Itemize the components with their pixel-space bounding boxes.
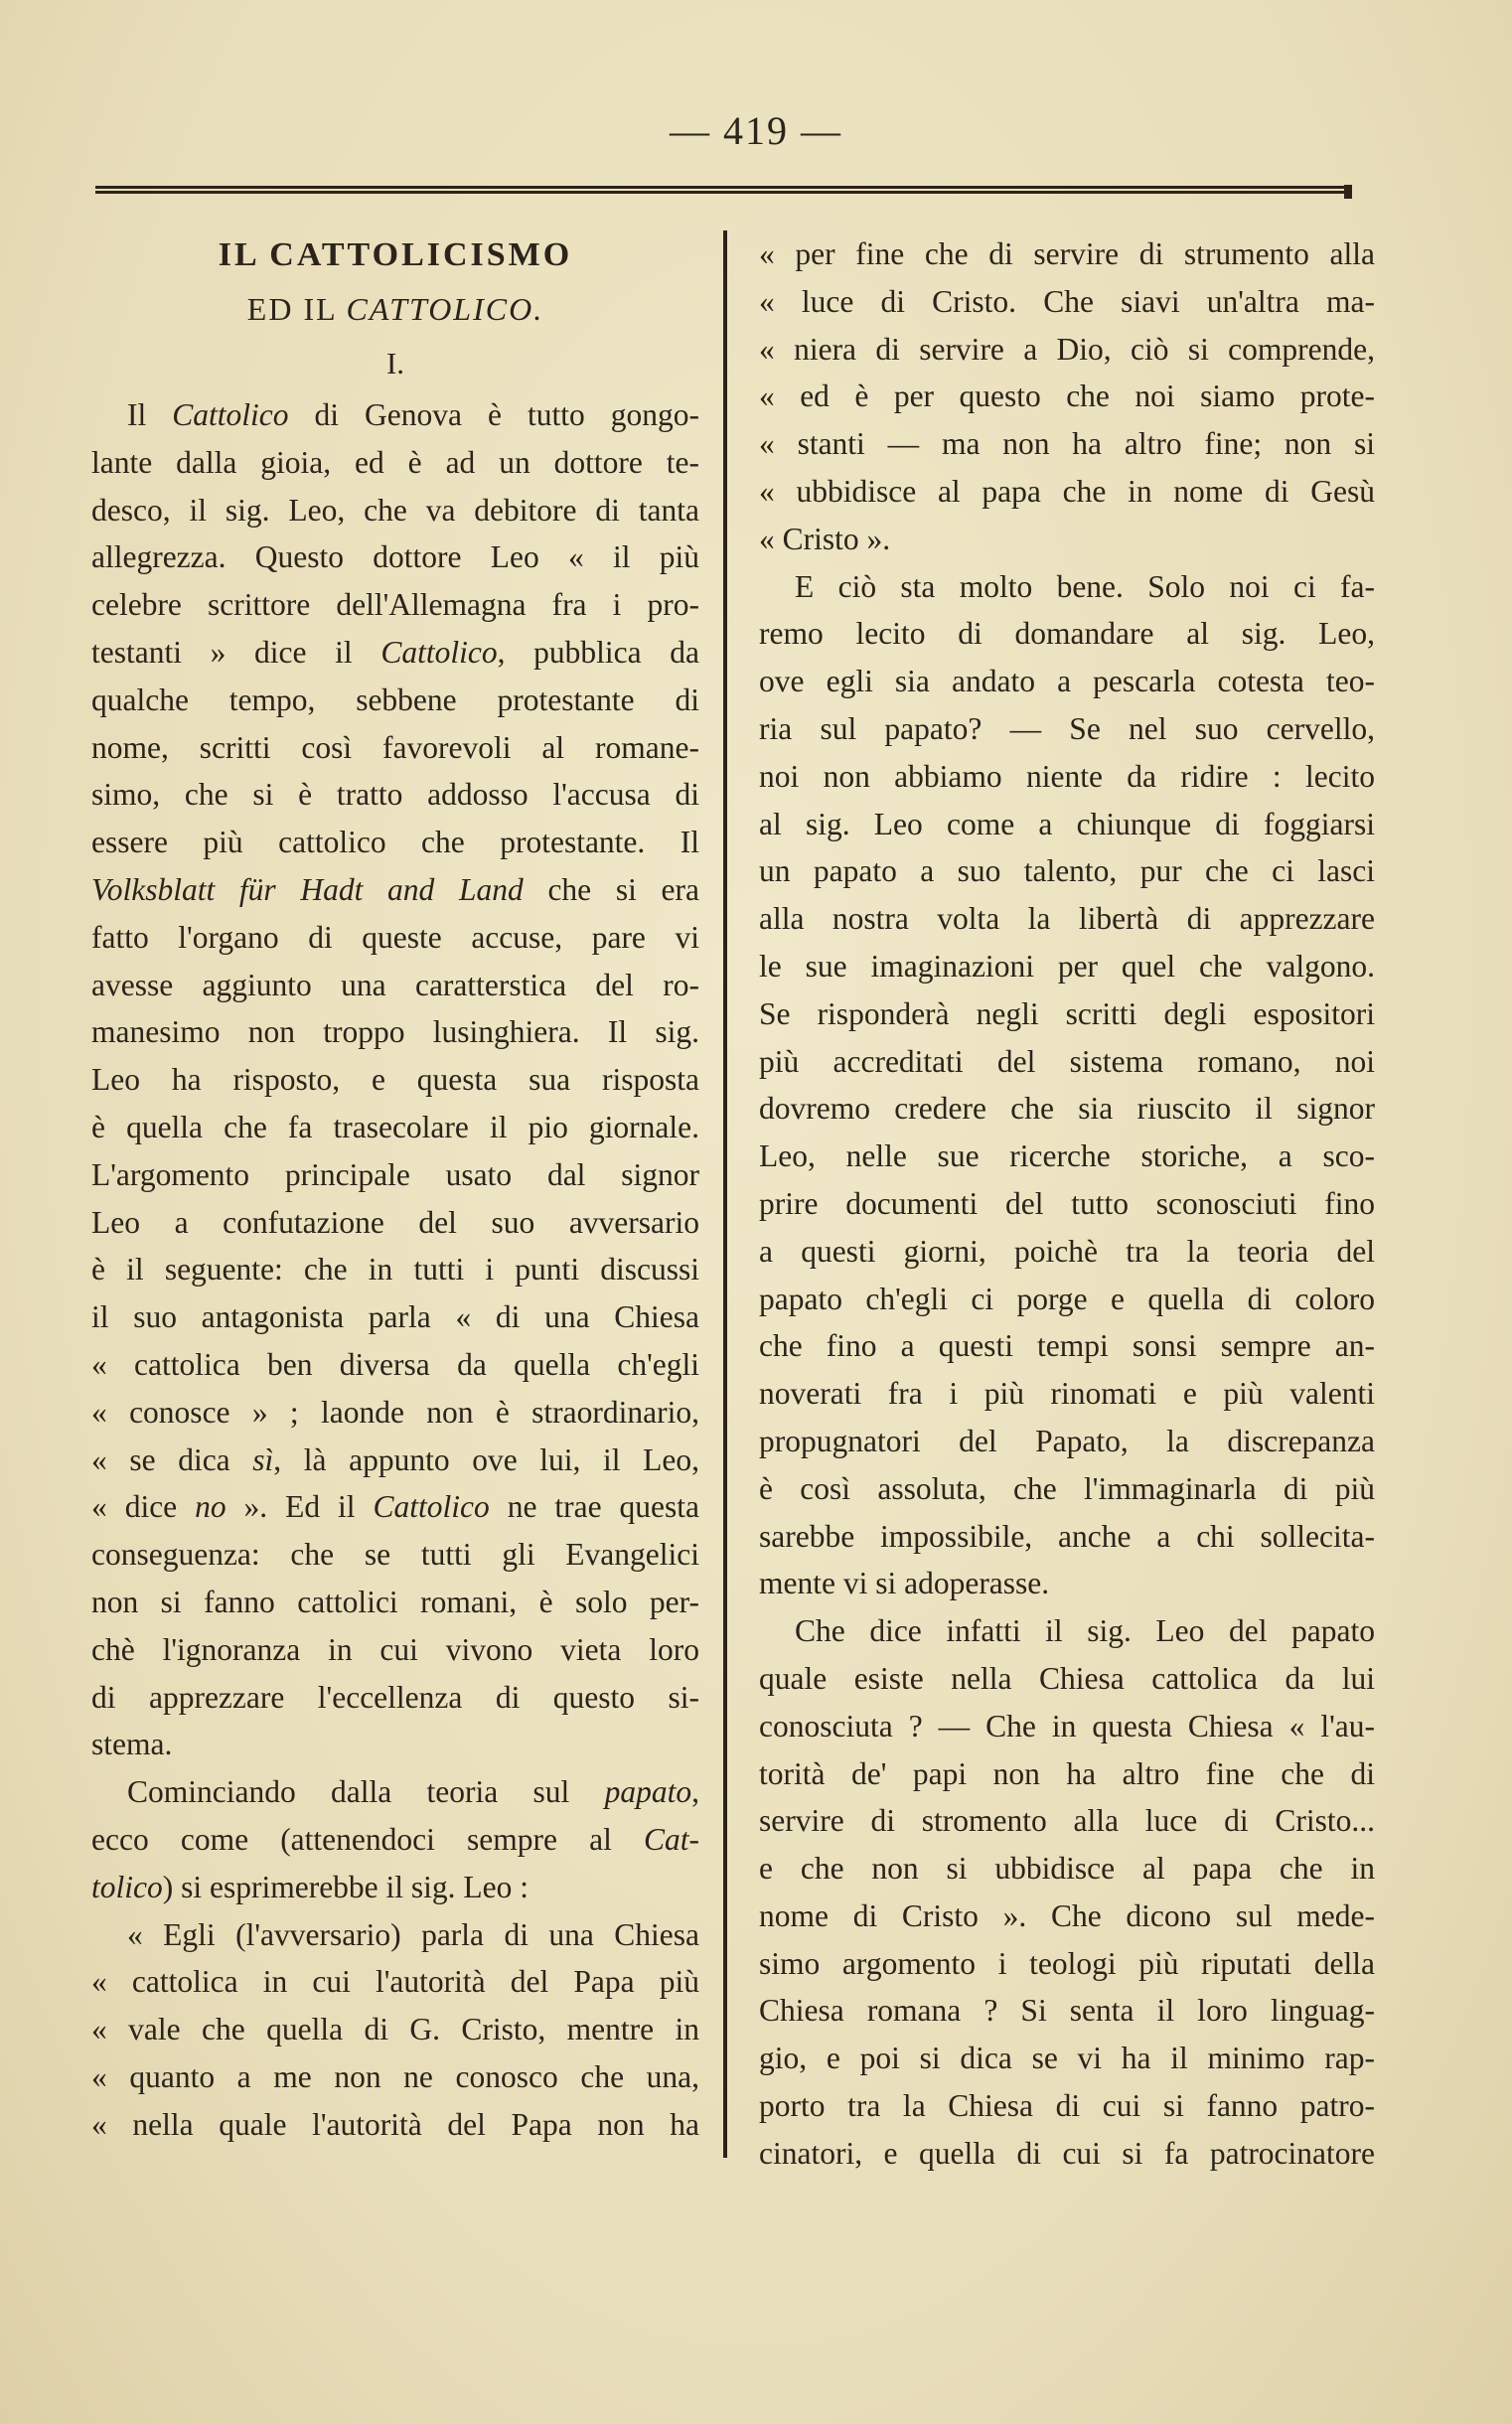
italic-text: sì: [252, 1441, 274, 1477]
italic-text: Cattolico: [373, 1489, 490, 1525]
text-line: [91, 724, 699, 772]
right-column: [759, 230, 1375, 2178]
text-run: « luce di Cristo. Che siavi un'altra ma-: [759, 283, 1375, 319]
text-line: [759, 1893, 1375, 1940]
text-line: [759, 1180, 1375, 1228]
text-run: Chiesa romana ? Si senta il loro linguag-: [759, 1993, 1375, 2029]
text-line: [759, 1513, 1375, 1561]
text-line: [759, 1750, 1375, 1798]
text-run: ecco come (attenendoci sempre al: [91, 1821, 644, 1857]
text-line: [759, 847, 1375, 895]
text-run: « se dica: [91, 1441, 253, 1477]
text-run: un papato a suo talento, pur che ci lasci: [759, 853, 1375, 889]
text-line: [91, 1674, 699, 1722]
text-run: che fino a questi tempi sonsi sempre an-: [759, 1328, 1375, 1364]
text-run: simo argomento i teologi più riputati della: [759, 1945, 1375, 1981]
text-line: [759, 1655, 1375, 1703]
text-run: lante dalla gioia, ed è ad un dottore te-: [91, 444, 699, 480]
italic-text: Cattolico: [172, 397, 289, 432]
text-run: è quella che fa trasecolare il pio giornale.: [91, 1109, 699, 1144]
text-line: [759, 563, 1375, 611]
text-line: [91, 581, 699, 629]
header-rule: [95, 186, 1349, 194]
text-line: [91, 1626, 699, 1674]
text-run: gio, e poi si dica se vi ha il minimo rap-: [759, 2041, 1375, 2076]
text-run: di apprezzare l'eccellenza di questo si-: [91, 1679, 699, 1715]
text-run: « nella quale l'autorità del Papa non ha: [91, 2106, 699, 2142]
text-line: [759, 1370, 1375, 1418]
text-run: conosciuta ? — Che in questa Chiesa « l'au-: [759, 1708, 1375, 1743]
text-line: [759, 1038, 1375, 1086]
text-line: [759, 1797, 1375, 1845]
text-line: [759, 2130, 1375, 2178]
italic-text: no: [195, 1489, 227, 1525]
text-run: è il seguente: che in tutti i punti discussi: [91, 1252, 699, 1288]
text-line: [759, 610, 1375, 658]
article-title: IL CATTOLICISMO: [218, 236, 573, 273]
text-line: [759, 230, 1375, 278]
text-run: Che dice infatti il sig. Leo del papato: [795, 1613, 1375, 1649]
italic-text: Volksblatt für Hadt and Land: [91, 871, 524, 907]
text-run: « conosce » ; laonde non è straordinario,: [91, 1394, 699, 1430]
text-run: alla nostra volta la libertà di apprezzare: [759, 901, 1375, 937]
text-run: E ciò sta molto bene. Solo noi ci fa-: [795, 568, 1375, 604]
text-line: [91, 1721, 699, 1768]
text-line: [91, 2006, 699, 2053]
text-run: chè l'ignoranza in cui vivono vieta loro: [91, 1631, 699, 1667]
text-line: [759, 1322, 1375, 1370]
text-line: [91, 1246, 699, 1293]
text-run: ,: [691, 1774, 699, 1810]
text-run: celebre scrittore dell'Allemagna fra i pro-: [91, 587, 699, 623]
text-run: qualche tempo, sebbene protestante di: [91, 682, 699, 717]
text-run: « Cristo ».: [759, 521, 891, 556]
text-line: [759, 1228, 1375, 1276]
text-line: [759, 2082, 1375, 2130]
text-run: e che non si ubbidisce al papa che in: [759, 1851, 1375, 1887]
page-number: — 419 —: [670, 108, 842, 153]
text-line: [91, 866, 699, 914]
text-line: [759, 1940, 1375, 1988]
text-line: [91, 1483, 699, 1531]
text-run: Se risponderà negli scritti degli espositori: [759, 995, 1375, 1031]
text-line: [91, 1531, 699, 1579]
text-run: è così assoluta, che l'immaginarla di più: [759, 1470, 1375, 1506]
text-run: essere più cattolico che protestante. Il: [91, 825, 699, 860]
text-line: [91, 533, 699, 581]
text-line: [91, 914, 699, 962]
text-line: [759, 1987, 1375, 2035]
text-run: ria sul papato? — Se nel suo cervello,: [759, 710, 1375, 746]
text-run: testanti » dice il: [91, 634, 381, 670]
text-line: [91, 1768, 699, 1816]
text-line: [759, 278, 1375, 326]
text-line: [91, 677, 699, 724]
text-run: « Egli (l'avversario) parla di una Chiesa: [127, 1916, 699, 1952]
text-run: a questi giorni, poichè tra la teoria del: [759, 1233, 1375, 1269]
text-line: [91, 391, 699, 439]
text-run: nome, scritti così favorevoli al romane-: [91, 729, 699, 765]
section-number: I.: [385, 346, 405, 380]
text-line: [91, 962, 699, 1009]
italic-text: papato: [604, 1774, 692, 1810]
text-run: ove egli sia andato a pescarla cotesta teo-: [759, 664, 1375, 699]
text-line: [91, 1958, 699, 2006]
text-line: [759, 1703, 1375, 1750]
subtitle-italic: CATTOLICO.: [346, 291, 544, 327]
text-line: [759, 1276, 1375, 1323]
text-line: [759, 658, 1375, 705]
text-run: ». Ed il: [226, 1489, 374, 1525]
text-run: propugnatori del Papato, la discrepanza: [759, 1423, 1375, 1458]
text-line: [91, 2053, 699, 2101]
text-line: [759, 1418, 1375, 1465]
text-line: [91, 1437, 699, 1484]
text-run: desco, il sig. Leo, che va debitore di tanta: [91, 492, 699, 528]
text-run: simo, che si è tratto addosso l'accusa di: [91, 777, 699, 813]
text-line: [759, 2035, 1375, 2082]
text-line: [759, 1465, 1375, 1513]
italic-text: Cat-: [643, 1821, 699, 1857]
text-line: [91, 1579, 699, 1626]
text-line: [759, 326, 1375, 374]
text-run: ne trae questa: [489, 1489, 700, 1525]
article-subtitle: [91, 284, 699, 334]
left-column: [91, 230, 699, 2148]
left-column-text: [91, 391, 699, 2148]
text-line: [759, 1085, 1375, 1133]
italic-text: Cattolico: [380, 634, 498, 670]
text-run: Leo, nelle sue ricerche storiche, a sco-: [759, 1138, 1375, 1174]
text-line: [759, 1607, 1375, 1655]
text-run: mente vi si adoperasse.: [759, 1566, 1050, 1601]
text-run: papato ch'egli ci porge e quella di coloro: [759, 1281, 1375, 1316]
text-run: dovremo credere che sia riuscito il signor: [759, 1091, 1375, 1127]
text-run: noi non abbiamo niente da ridire : lecito: [759, 758, 1375, 794]
text-line: [759, 990, 1375, 1038]
text-line: [759, 468, 1375, 516]
text-line: [91, 771, 699, 819]
text-line: [759, 895, 1375, 943]
text-run: prire documenti del tutto sconosciuti fino: [759, 1185, 1375, 1221]
text-run: Leo a confutazione del suo avversario: [91, 1204, 699, 1240]
text-run: « niera di servire a Dio, ciò si comprende,: [759, 331, 1375, 367]
text-line: [91, 439, 699, 487]
text-run: di Genova è tutto gongo-: [288, 397, 699, 432]
text-line: [91, 1341, 699, 1389]
text-line: [759, 705, 1375, 753]
text-line: [759, 516, 1375, 563]
text-line: [91, 1816, 699, 1864]
text-line: [759, 373, 1375, 420]
text-run: allegrezza. Questo dottore Leo « il più: [91, 539, 699, 575]
text-run: « per fine che di servire di strumento alla: [759, 236, 1375, 271]
text-run: L'argomento principale usato dal signor: [91, 1156, 699, 1192]
italic-text: tolico: [91, 1869, 163, 1904]
text-line: [759, 753, 1375, 801]
text-run: fatto l'organo di queste accuse, pare vi: [91, 919, 699, 955]
text-line: [759, 420, 1375, 468]
text-run: « cattolica ben diversa da quella ch'egli: [91, 1346, 699, 1382]
text-run: più accreditati del sistema romano, noi: [759, 1043, 1375, 1079]
text-run: il suo antagonista parla « di una Chiesa: [91, 1299, 699, 1335]
text-run: , là appunto ove lui, il Leo,: [273, 1441, 699, 1477]
text-run: cinatori, e quella di cui si fa patrocinatore: [759, 2135, 1375, 2171]
text-run: « dice: [91, 1489, 196, 1525]
text-run: « vale che quella di G. Cristo, mentre in: [91, 2012, 699, 2047]
text-line: [91, 487, 699, 534]
text-run: quale esiste nella Chiesa cattolica da lui: [759, 1660, 1375, 1696]
text-run: conseguenza: che se tutti gli Evangelici: [91, 1537, 699, 1573]
text-line: [91, 629, 699, 677]
text-run: servire di stromento alla luce di Cristo...: [759, 1803, 1375, 1839]
text-line: [91, 1151, 699, 1199]
text-line: [91, 1008, 699, 1056]
text-line: [759, 1133, 1375, 1180]
text-line: [91, 1199, 699, 1247]
text-line: [91, 1293, 699, 1341]
text-run: , pubblica da: [497, 634, 699, 670]
text-run: remo lecito di domandare al sig. Leo,: [759, 616, 1375, 652]
text-run: Leo ha risposto, e questa sua risposta: [91, 1062, 699, 1098]
text-run: Il: [127, 397, 173, 432]
text-run: manesimo non troppo lusinghiera. Il sig.: [91, 1014, 699, 1050]
text-run: che si era: [523, 871, 699, 907]
text-line: [91, 1104, 699, 1151]
text-run: Cominciando dalla teoria sul: [127, 1774, 605, 1810]
text-line: [91, 1911, 699, 1959]
text-run: le sue imaginazioni per quel che valgono.: [759, 948, 1375, 984]
text-run: avesse aggiunto una caratterstica del ro-: [91, 967, 699, 1002]
text-line: [759, 1845, 1375, 1893]
text-line: [759, 1560, 1375, 1607]
text-line: [91, 819, 699, 866]
text-run: porto tra la Chiesa di cui si fanno patro-: [759, 2088, 1375, 2124]
text-line: [759, 801, 1375, 848]
text-run: ) si esprimerebbe il sig. Leo :: [162, 1869, 529, 1904]
text-run: non si fanno cattolici romani, è solo per-: [91, 1584, 699, 1619]
text-line: [91, 1864, 699, 1911]
text-run: « quanto a me non ne conosco che una,: [91, 2058, 699, 2094]
text-line: [759, 943, 1375, 990]
text-run: torità de' papi non ha altro fine che di: [759, 1755, 1375, 1791]
right-column-text: [759, 230, 1375, 2178]
text-run: « ubbidisce al papa che in nome di Gesù: [759, 473, 1375, 509]
subtitle-prefix: ED IL: [246, 291, 337, 327]
text-run: stema.: [91, 1727, 173, 1762]
text-run: « ed è per questo che noi siamo prote-: [759, 379, 1375, 414]
column-divider: [723, 230, 727, 2158]
text-run: sarebbe impossibile, anche a chi sollecita-: [759, 1518, 1375, 1554]
text-run: nome di Cristo ». Che dicono sul mede-: [759, 1897, 1375, 1933]
text-run: al sig. Leo come a chiunque di foggiarsi: [759, 806, 1375, 841]
text-line: [91, 1389, 699, 1437]
text-run: « cattolica in cui l'autorità del Papa più: [91, 1964, 699, 2000]
text-line: [91, 2101, 699, 2149]
text-run: « stanti — ma non ha altro fine; non si: [759, 426, 1375, 462]
text-line: [91, 1056, 699, 1104]
text-run: noverati fra i più rinomati e più valenti: [759, 1376, 1375, 1412]
